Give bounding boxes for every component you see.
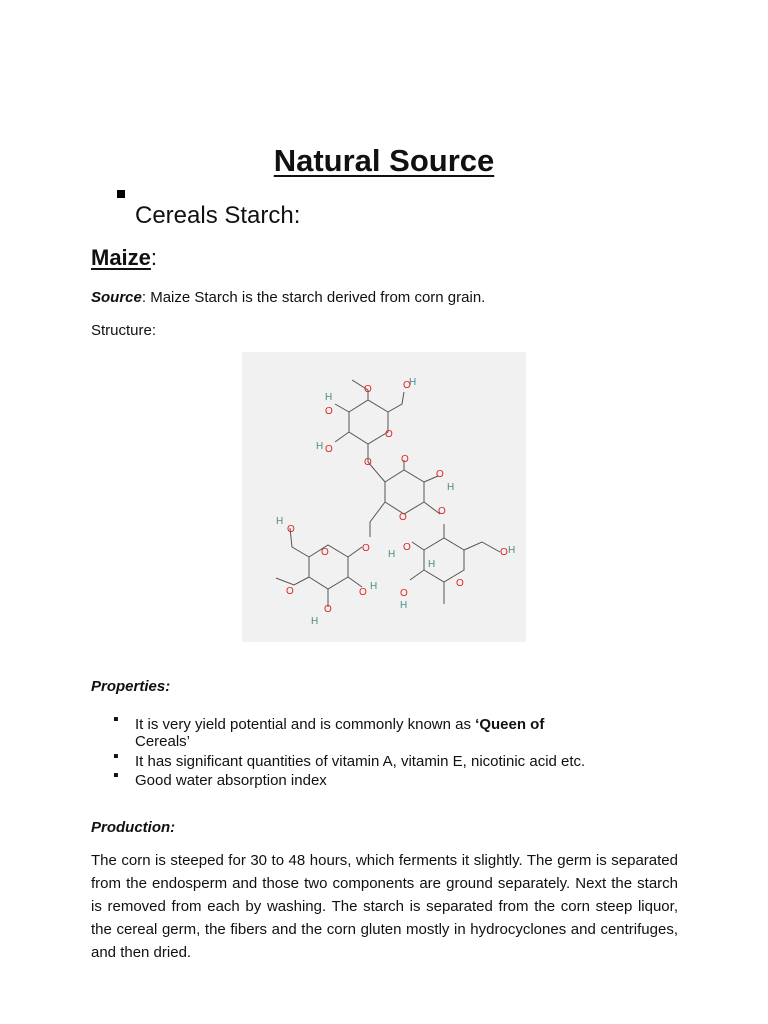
oxygen-atom-label: O [364, 384, 372, 395]
list-item-text: It has significant quantities of vitamin A, vitamin E, nicotinic acid etc. [135, 753, 586, 770]
oxygen-atom-label: O [325, 444, 333, 455]
oxygen-atom-label: O [385, 429, 393, 440]
oxygen-atom-label: O [364, 457, 372, 468]
source-text: : Maize Starch is the starch derived from corn grain. [141, 289, 486, 306]
cereals-heading: Cereals Starch: [135, 202, 301, 229]
oxygen-atom-label: O [500, 547, 508, 558]
hydrogen-atom-label: H [276, 516, 284, 527]
starch-structure-svg [242, 352, 526, 642]
list-item-cont: Cereals’ [135, 733, 191, 750]
hydrogen-atom-label: H [428, 559, 436, 570]
oxygen-atom-label: O [287, 524, 295, 535]
bullet-square [117, 190, 125, 198]
maize-word: Maize [91, 245, 151, 270]
hydrogen-atom-label: H [400, 600, 408, 611]
oxygen-atom-label: O [324, 604, 332, 615]
oxygen-atom-label: O [399, 512, 407, 523]
oxygen-atom-label: O [403, 542, 411, 553]
hydrogen-atom-label: H [370, 581, 378, 592]
maize-colon: : [150, 245, 158, 270]
oxygen-atom-label: O [403, 380, 411, 391]
maize-heading [91, 245, 157, 271]
bullet-icon: ▪ [113, 711, 119, 728]
list-item-text: Good water absorption index [135, 772, 327, 789]
page-title: Natural Source [273, 143, 495, 178]
oxygen-atom-label: O [286, 586, 294, 597]
structure-diagram [242, 352, 526, 642]
bullet-icon: ▪ [113, 767, 119, 784]
source-label: Source [91, 289, 142, 306]
oxygen-atom-label: O [436, 469, 444, 480]
hydrogen-atom-label: H [325, 392, 333, 403]
oxygen-atom-label: O [401, 454, 409, 465]
hydrogen-atom-label: H [388, 549, 396, 560]
properties-heading: Properties: [91, 678, 171, 695]
hydrogen-atom-label: H [311, 616, 319, 627]
oxygen-atom-label: O [362, 543, 370, 554]
hydrogen-atom-label: H [409, 377, 417, 388]
list-item-bold: ‘Queen of [475, 716, 545, 733]
oxygen-atom-label: O [400, 588, 408, 599]
oxygen-atom-label: O [321, 547, 329, 558]
bullet-icon: ▪ [113, 748, 119, 765]
oxygen-atom-label: O [359, 587, 367, 598]
hydrogen-atom-label: H [447, 482, 455, 493]
list-item-text: It is very yield potential and is commonly known as [135, 716, 476, 733]
oxygen-atom-label: O [438, 506, 446, 517]
structure-label: Structure: [91, 322, 157, 339]
hydrogen-atom-label: H [508, 545, 516, 556]
production-heading: Production: [91, 819, 176, 836]
oxygen-atom-label: O [456, 578, 464, 589]
production-paragraph: The corn is steeped for 30 to 48 hours, which ferments it slightly. The germ is separated from the endosperm and those two components are ground separately. Next the starch is removed from each by washing. The starch is separated from the corn steep liquor, the cereal germ, the fibers and the corn gluten mostly in hydrocyclones and centrifuges, and then dried. [91, 852, 678, 961]
source-line [91, 289, 485, 306]
hydrogen-atom-label: H [316, 441, 324, 452]
oxygen-atom-label: O [325, 406, 333, 417]
